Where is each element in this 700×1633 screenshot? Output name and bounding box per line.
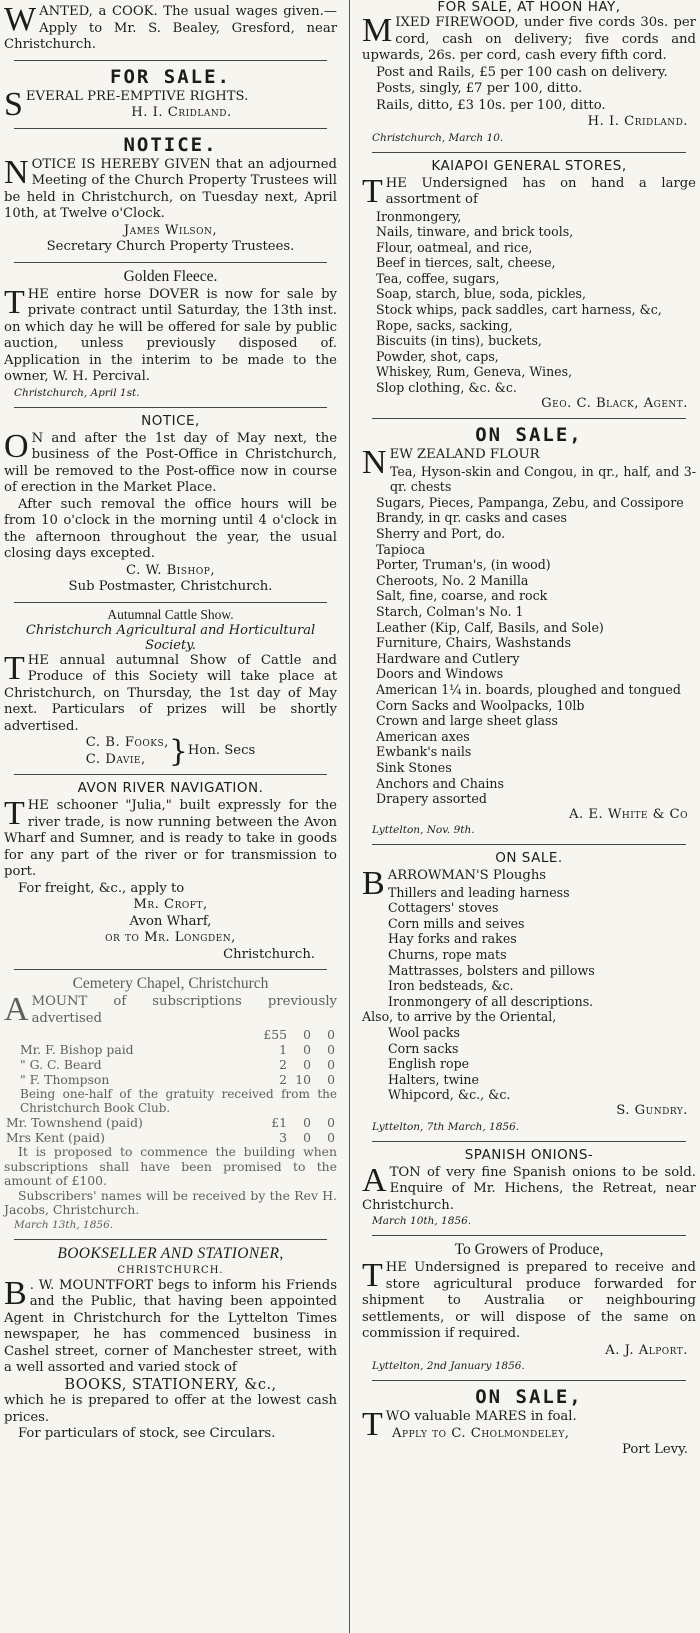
list-item: Anchors and Chains <box>376 775 504 791</box>
shillings: 0 <box>303 1130 311 1145</box>
pence: 0 <box>327 1072 335 1087</box>
ad-cattle-show <box>0 607 341 772</box>
address-line: Avon Wharf, <box>129 913 212 929</box>
ad-text: EW ZEALAND FLOUR <box>389 447 540 463</box>
list-item: Mattrasses, bolsters and pillows <box>388 962 595 978</box>
signature: A. E. White & Co <box>568 806 688 822</box>
list-item: Tea, coffee, sugars, <box>376 270 500 286</box>
ad-place: CHRISTCHURCH. <box>117 1264 224 1276</box>
ad-date: Christchurch, March 10. <box>372 131 504 144</box>
signature: H. I. Cridland. <box>131 105 232 120</box>
ad-text: Tea, Hyson-skin and Congou, in qr., half, and 3-qr. chests <box>390 463 696 495</box>
ad-date: March 10th, 1856. <box>372 1215 472 1227</box>
subscriber: Mrs Kent (paid) <box>6 1130 105 1145</box>
list-item: Wool packs <box>388 1025 461 1041</box>
ad-heading: ON SALE, <box>475 424 583 447</box>
list-item: Sherry and Port, do. <box>376 526 506 541</box>
list-item: Brandy, in qr. casks and cases <box>376 510 567 526</box>
ad-subheading: Christchurch Agricultural and Horticultural Society. <box>25 622 316 653</box>
ad-kaiapoi-stores <box>358 157 700 416</box>
list-item: Corn Sacks and Woolpacks, 10lb <box>376 697 585 713</box>
ad-text: For freight, &c., apply to <box>18 880 185 896</box>
goods-list <box>362 1025 696 1103</box>
ad-heading: AVON RIVER NAVIGATION. <box>77 780 264 796</box>
subscriber: Mr. Townshend (paid) <box>6 1115 143 1130</box>
drop-cap: O <box>4 427 29 465</box>
goods-list <box>362 495 696 807</box>
ad-text: After such removal the office hours will be from 10 o'clock in the morning until 4 o'clock in the afternoon throughout the year, the usual closing days excepted. <box>4 496 337 561</box>
drop-cap: T <box>4 795 25 832</box>
ad-golden-fleece <box>0 267 341 404</box>
list-item: Ewbank's nails <box>376 744 472 760</box>
table-row <box>4 1115 337 1130</box>
drop-cap: T <box>362 1257 383 1294</box>
ad-text: Apply to C. Cholmondeley, <box>392 1425 570 1441</box>
list-item: Crown and large sheet glass <box>376 713 558 729</box>
list-item: Hay forks and rakes <box>388 931 517 947</box>
separator <box>372 1141 686 1142</box>
ad-heading: Golden Fleece. <box>123 267 218 285</box>
ad-wanted-cook <box>0 0 341 57</box>
pounds: 3 <box>279 1130 287 1145</box>
separator <box>372 844 686 845</box>
signature: C. W. Bishop, <box>125 562 216 578</box>
pence: 0 <box>327 1130 335 1145</box>
right-column <box>358 0 700 1462</box>
signature: H. I. Cridland. <box>587 114 688 129</box>
subscriber: " F. Thompson <box>20 1072 110 1087</box>
list-item: Stock whips, pack saddles, cart harness, &c, <box>376 302 662 318</box>
signature: C. Davie, <box>85 751 146 767</box>
list-item: Corn mills and seives <box>388 915 525 931</box>
drop-cap: T <box>362 1406 383 1443</box>
drop-cap: N <box>362 444 387 482</box>
ad-text: ANTED, a COOK. The usual wages given.—Apply to Mr. S. Bealey, Gresford, near Christchurch. <box>4 4 337 52</box>
ad-growers-produce <box>358 1240 700 1377</box>
list-item: English rope <box>388 1056 470 1072</box>
drop-cap: S <box>4 85 23 123</box>
subscriber: " G. C. Beard <box>20 1057 102 1072</box>
ad-bookseller <box>0 1244 341 1446</box>
ad-heading: FOR SALE. <box>110 65 231 88</box>
ad-gundry <box>358 849 700 1137</box>
column-divider <box>349 0 350 1633</box>
pounds: 1 <box>279 1042 287 1057</box>
list-item: Cheroots, No. 2 Manilla <box>376 572 529 588</box>
ad-heading: SPANISH ONIONS- <box>464 1146 594 1163</box>
shillings: 0 <box>303 1115 311 1130</box>
separator <box>14 262 327 263</box>
amount-table <box>4 1115 337 1145</box>
list-item: Flour, oatmeal, and rice, <box>376 239 533 255</box>
ad-heading: ON SALE. <box>495 850 563 867</box>
pence: 0 <box>327 1057 335 1072</box>
pounds: 2 <box>279 1057 287 1072</box>
pence: 0 <box>327 1042 335 1057</box>
drop-cap: T <box>4 283 25 321</box>
separator <box>14 969 327 970</box>
signature: A. J. Alport. <box>605 1342 688 1358</box>
address-line: Port Levy. <box>622 1442 688 1457</box>
ad-text: It is proposed to commence the building when subscriptions shall have been promised to the amount of £100. <box>4 1144 337 1188</box>
ad-text: Being one-half of the gratuity received from the Christchurch Book Club. <box>20 1087 337 1115</box>
signature-role: Sub Postmaster, Christchurch. <box>68 579 273 594</box>
left-column <box>0 0 341 1446</box>
drop-cap: T <box>362 172 383 210</box>
list-item: Whiskey, Rum, Geneva, Wines, <box>376 364 573 380</box>
list-item: Sink Stones <box>376 759 452 775</box>
list-item: Beef in tierces, salt, cheese, <box>376 255 556 271</box>
intro-row <box>4 991 337 1028</box>
list-item: Halters, twine <box>388 1071 479 1087</box>
list-item: Nails, tinware, and brick tools, <box>376 224 574 240</box>
ad-text: . W. MOUNTFORT begs to inform his Friends and the Public, that having been appointed Agent in Christchurch for the Lyttelton Times newspaper, he has commenced business in Cashel street, corner of Manchester street, with a well assorted and varied stock of <box>4 1277 337 1375</box>
list-item: Porter, Truman's, (in wood) <box>376 557 551 573</box>
drop-cap: W <box>4 1 37 38</box>
table-row <box>4 1027 337 1042</box>
subscriber: Mr. F. Bishop paid <box>20 1042 134 1057</box>
drop-cap: A <box>4 991 29 1028</box>
ad-nz-flour <box>358 423 700 841</box>
ad-date: Lyttelton, 2nd January 1856. <box>372 1360 525 1372</box>
ad-text: HE annual autumnal Show of Cattle and Produce of this Society will take place at Christchurch, on Thursday, the 1st day of May next. Particulars of prizes will be shortly advertised. <box>4 652 337 734</box>
signature-role: Hon. Secs <box>187 743 256 759</box>
ad-hoon-hay <box>358 0 700 149</box>
ad-cemetery-chapel <box>0 974 341 1236</box>
shillings: 0 <box>303 1057 311 1072</box>
list-item: Churns, rope mats <box>388 947 507 963</box>
ad-notice-post-office <box>0 412 341 599</box>
list-item: Leather (Kip, Calf, Basils, and Sole) <box>376 619 604 635</box>
address-line: or to Mr. Longden, <box>105 930 236 945</box>
list-item: American axes <box>376 728 470 744</box>
ad-text: For particulars of stock, see Circulars. <box>18 1426 276 1441</box>
ad-text: HE schooner "Julia," built expressly for the river trade, is now running between the Avon Wharf and Sumner, and is ready to take in goods for any part of the river or for transmission to port. <box>4 798 337 879</box>
drop-cap: M <box>362 12 393 49</box>
shillings: 0 <box>303 1027 311 1042</box>
table-row <box>4 1072 337 1087</box>
drop-cap: A <box>362 1161 387 1199</box>
list-item: Hardware and Cutlery <box>376 650 520 666</box>
ad-date: Lyttelton, 7th March, 1856. <box>372 1120 520 1133</box>
ad-text: HE Undersigned has on hand a large assortment of <box>385 175 696 207</box>
ad-date: March 13th, 1856. <box>14 1218 114 1231</box>
signature: James Wilson, <box>123 222 218 238</box>
ad-text: HE entire horse DOVER is now for sale by private contract until Saturday, the 13th inst. on which day he will be offered for sale by public auction, unless previously disposed of. Application in the interim to be made to the owner, W. H. Percival. <box>4 286 337 384</box>
list-item: Starch, Colman's No. 1 <box>376 603 524 619</box>
ad-heading: BOOKSELLER AND STATIONER, <box>57 1244 284 1262</box>
ad-heading: Autumnal Cattle Show. <box>107 606 234 622</box>
ad-notice-trustees <box>0 133 341 259</box>
signature: Geo. C. Black, Agent. <box>541 395 688 411</box>
ad-heading: NOTICE. <box>123 133 218 156</box>
separator <box>14 1239 327 1240</box>
list-item: Powder, shot, caps, <box>376 348 499 364</box>
shillings: 0 <box>303 1042 311 1057</box>
drop-cap: N <box>4 153 29 191</box>
list-item: Rope, sacks, sacking, <box>376 317 513 333</box>
signature: S. Gundry. <box>616 1103 688 1118</box>
pounds: £55 <box>263 1027 287 1042</box>
address-line: Mr. Croft, <box>133 897 208 912</box>
pence: 0 <box>327 1027 335 1042</box>
ad-heading: Cemetery Chapel, Christchurch <box>72 975 269 992</box>
pounds: £1 <box>271 1115 287 1130</box>
ad-text: N and after the 1st day of May next, the business of the Post-Office in Christchurch, will be removed to the Post-office now in course of erection in the Market Place. <box>4 430 337 495</box>
list-item: Whipcord, &c., &c. <box>388 1087 511 1103</box>
ad-text: Posts, singly, £7 per 100, ditto. <box>376 81 583 96</box>
list-item: Doors and Windows <box>376 666 504 682</box>
signature-role: Secretary Church Property Trustees. <box>46 239 295 254</box>
list-item: Salt, fine, coarse, and rock <box>376 588 548 604</box>
ad-spanish-onions <box>358 1146 700 1233</box>
signature: C. B. Fooks, <box>85 735 169 750</box>
separator <box>14 60 327 61</box>
goods-list <box>362 885 696 1010</box>
separator <box>14 407 327 408</box>
ad-text: Post and Rails, £5 per 100 cash on delivery. <box>376 64 668 80</box>
table-row <box>4 1042 337 1057</box>
ad-heading: NOTICE, <box>141 412 200 429</box>
ad-text: HE Undersigned is prepared to receive and store agricultural produce forwarded for shipment to Australia or neighbouring settlements, or will dispose of the same on commission if required. <box>362 1260 696 1341</box>
list-item: Drapery assorted <box>376 791 487 807</box>
drop-cap: B <box>362 865 385 903</box>
brace-icon: } <box>168 733 188 769</box>
ad-heading: ON SALE, <box>475 1386 583 1408</box>
list-item: Cottagers' stoves <box>388 900 499 916</box>
pence: 0 <box>327 1115 335 1130</box>
separator <box>14 602 327 603</box>
goods-list <box>362 209 696 396</box>
list-item: American 1¼ in. boards, ploughed and tongued <box>376 681 681 697</box>
separator <box>372 1380 686 1381</box>
ad-text: WO valuable MARES in foal. <box>385 1409 577 1424</box>
shillings: 10 <box>295 1072 311 1087</box>
table-row <box>4 1057 337 1072</box>
list-item: Corn sacks <box>388 1040 459 1056</box>
separator <box>14 128 327 129</box>
address-line: Christchurch. <box>223 946 315 962</box>
list-item: Tapioca <box>376 541 426 557</box>
list-item: Iron bedsteads, &c. <box>388 978 514 994</box>
ad-text: OTICE IS HEREBY GIVEN that an adjourned Meeting of the Church Property Trustees will be held in Christchurch, on Tuesday next, April 10th, at Twelve o'Clock. <box>4 156 337 221</box>
amount-table <box>4 1027 337 1087</box>
ad-text: MOUNT of subscriptions previously advertised <box>31 994 337 1026</box>
signature-block <box>4 735 337 768</box>
separator <box>372 1235 686 1236</box>
ad-stock: BOOKS, STATIONERY, &c., <box>64 1376 277 1393</box>
ad-text: Rails, ditto, £3 10s. per 100, ditto. <box>376 97 606 113</box>
ad-text: IXED FIREWOOD, under five cords 30s. per cord, cash on delivery; five cords and upwards, 26s. per cord, cash every fifth cord. <box>362 15 696 63</box>
list-item: Thillers and leading harness <box>388 884 570 900</box>
ad-heading: FOR SALE, AT HOON HAY, <box>437 0 621 15</box>
list-item: Sugars, Pieces, Pampanga, Zebu, and Cossipore <box>376 494 684 510</box>
drop-cap: B <box>4 1274 27 1312</box>
ad-date: Lyttelton, Nov. 9th. <box>372 824 475 837</box>
ad-heading: KAIAPOI GENERAL STORES, <box>431 157 627 174</box>
ad-mares <box>358 1385 700 1462</box>
ad-avon-river <box>0 779 341 966</box>
separator <box>372 152 686 153</box>
ad-text: which he is prepared to offer at the lowest cash prices. <box>4 1393 337 1425</box>
list-item: Slop clothing, &c. &c. <box>376 380 517 396</box>
ad-text: EVERAL PRE-EMPTIVE RIGHTS. <box>25 88 249 104</box>
ad-text: Also, to arrive by the Oriental, <box>362 1009 557 1025</box>
list-item: Biscuits (in tins), buckets, <box>376 333 542 349</box>
list-item: Furniture, Chairs, Washstands <box>376 635 572 651</box>
separator <box>14 774 327 775</box>
list-item: Soap, starch, blue, soda, pickles, <box>376 286 587 302</box>
table-row <box>4 1130 337 1145</box>
ad-text: Subscribers' names will be received by the Rev H. Jacobs, Christchurch. <box>4 1187 337 1217</box>
pounds: 2 <box>279 1072 287 1087</box>
list-item: Ironmongery, <box>376 208 462 224</box>
ad-heading: To Growers of Produce, <box>454 1241 604 1258</box>
list-item: Ironmongery of all descriptions. <box>388 993 594 1009</box>
ad-for-sale-rights <box>0 65 341 125</box>
ad-date: Christchurch, April 1st. <box>14 386 140 399</box>
ad-text: TON of very fine Spanish onions to be sold. Enquire of Mr. Hichens, the Retreat, near Christchurch. <box>362 1164 696 1213</box>
separator <box>372 418 686 419</box>
ad-text: ARROWMAN'S Ploughs <box>387 868 547 884</box>
drop-cap: T <box>4 649 25 687</box>
